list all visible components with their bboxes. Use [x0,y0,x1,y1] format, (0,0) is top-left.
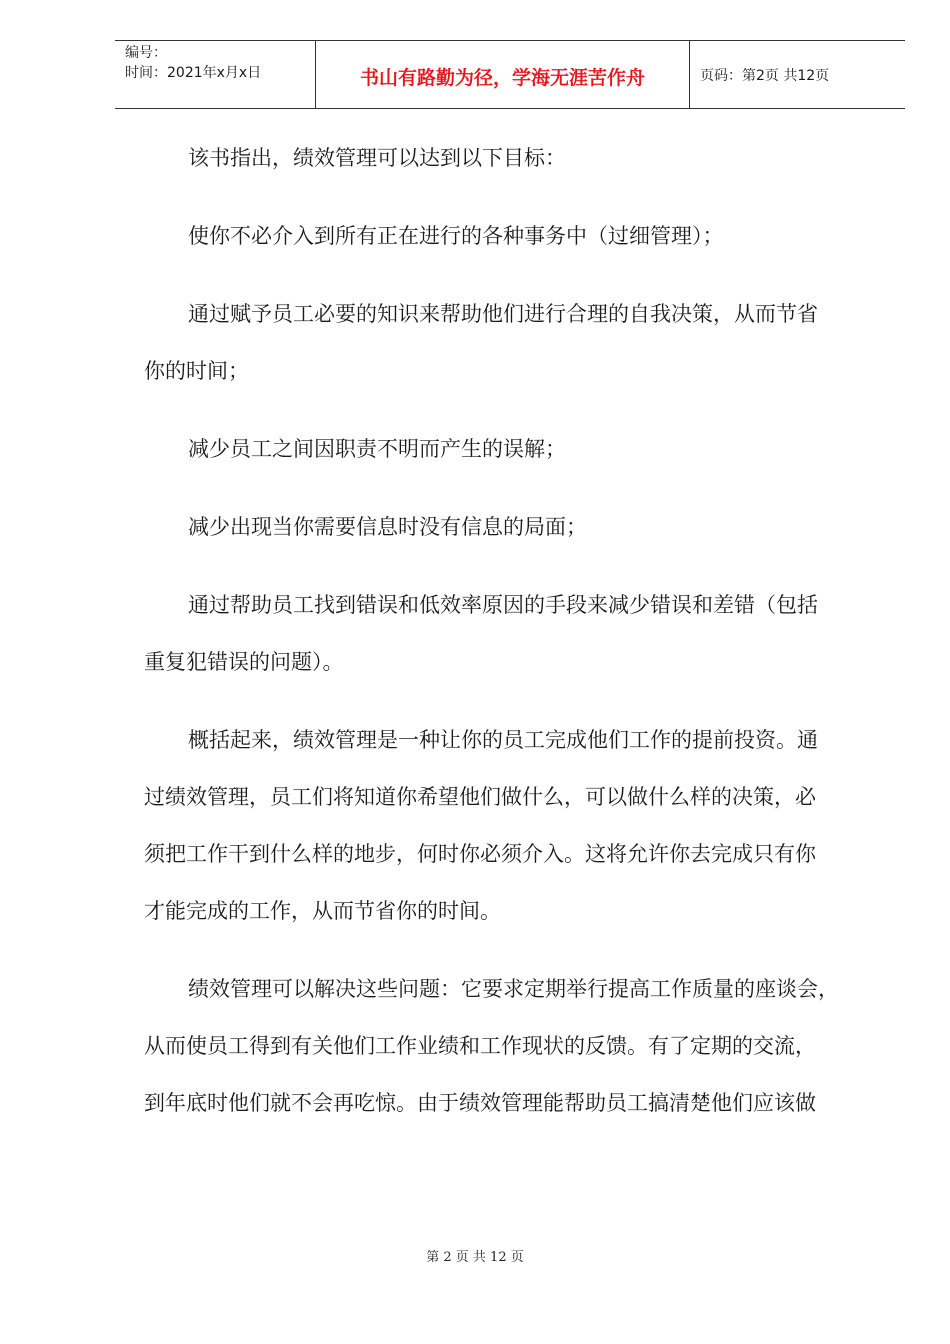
paragraph-line: 到年底时他们就不会再吃惊。由于绩效管理能帮助员工搞清楚他们应该做 [144,1091,816,1115]
paragraph-line: 减少员工之间因职责不明而产生的误解； [188,437,566,461]
paragraph-line: 过绩效管理，员工们将知道你希望他们做什么，可以做什么样的决策，必 [144,785,816,809]
document-body [144,142,889,1165]
serial-number-label: 编号： [125,45,167,61]
header-motto-cell [316,41,690,108]
paragraph-line: 通过帮助员工找到错误和低效率原因的手段来减少错误和差错（包括 [188,593,818,617]
paragraph-3 [144,298,889,393]
header-motto: 书山有路勤为径，学海无涯苦作舟 [359,67,645,89]
paragraph-line: 须把工作干到什么样的地步，何时你必须介入。这将允许你去完成只有你 [144,842,816,866]
paragraph-2 [144,220,889,258]
paragraph-line: 绩效管理可以解决这些问题：它要求定期举行提高工作质量的座谈会， [188,977,839,1001]
paragraph-line: 才能完成的工作，从而节省你的时间。 [144,899,501,923]
paragraph-5 [144,511,889,549]
header-meta-cell [115,41,316,108]
paragraph-line: 使你不必介入到所有正在进行的各种事务中（过细管理）； [188,224,724,248]
header-page-info: 页码：第2页 共12页 [700,68,830,84]
paragraph-line: 概括起来，绩效管理是一种让你的员工完成他们工作的提前投资。通 [188,728,818,752]
paragraph-line: 你的时间； [144,359,249,383]
page-header [115,40,905,109]
paragraph-line: 重复犯错误的问题）。 [144,650,344,674]
page-footer: 第 2 页 共 12 页 [426,1250,524,1265]
paragraph-line: 该书指出，绩效管理可以达到以下目标： [188,146,566,170]
header-page-cell [690,41,905,108]
paragraph-7 [144,724,889,933]
paragraph-line: 从而使员工得到有关他们工作业绩和工作现状的反馈。有了定期的交流， [144,1034,816,1058]
paragraph-line: 减少出现当你需要信息时没有信息的局面； [188,515,587,539]
paragraph-8 [144,973,889,1125]
paragraph-6 [144,589,889,684]
time-label: 时间：2021年x月x日 [125,65,262,81]
paragraph-1 [144,142,889,180]
paragraph-4 [144,433,889,471]
paragraph-line: 通过赋予员工必要的知识来帮助他们进行合理的自我决策，从而节省 [188,302,818,326]
